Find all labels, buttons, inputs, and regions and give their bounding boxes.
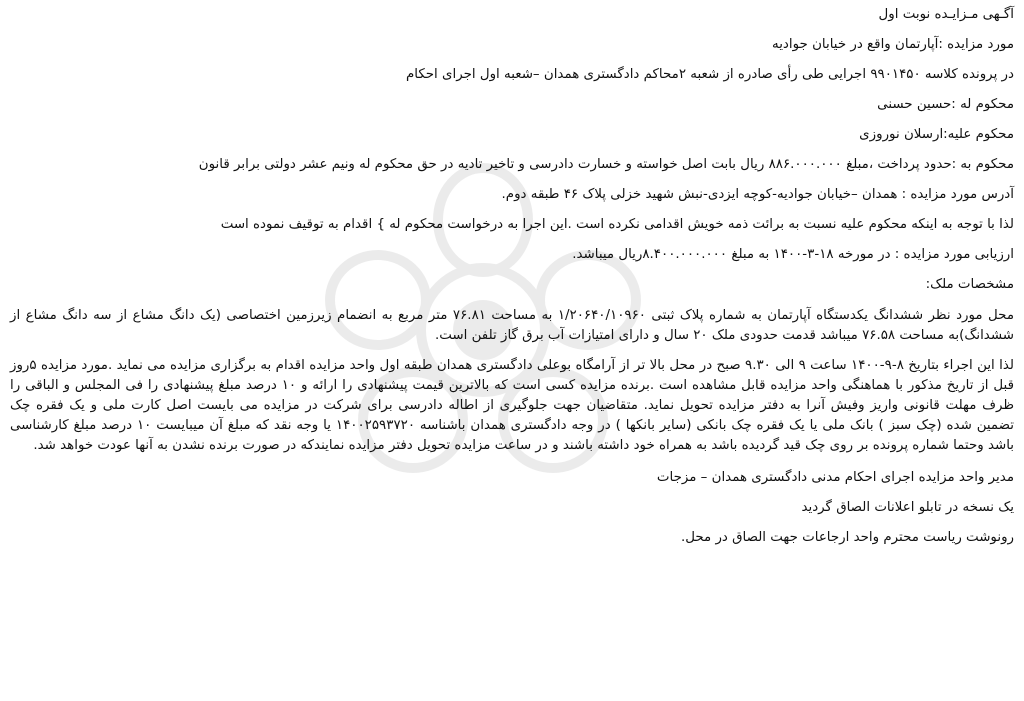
judgment-debtor: محکوم علیه:ارسلان نوروزی	[859, 127, 1014, 142]
seizure-statement: لذا با توجه به اینکه محکوم علیه نسبت به برائت ذمه خویش اقدامی نکرده است .این اجرا به درخواست محکوم له } اقدام به توقیف نموده است	[220, 217, 1014, 232]
posting-note: یک نسخه در تابلو اعلانات الصاق گردید	[801, 500, 1014, 515]
judgment-creditor: محکوم له :حسین حسنی	[877, 97, 1014, 112]
auction-subject: مورد مزایده :آپارتمان واقع در خیابان جوادیه	[772, 37, 1014, 52]
judgment-amount: محکوم به :حدود پرداخت ،مبلغ ۸۸۶.۰۰۰.۰۰۰ ریال بابت اصل خواسته و خسارت دادرسی و تاخیر تادیه در حق محکوم له ونیم عشر دولتی برابر قانون	[198, 157, 1014, 172]
notice-title: آگـهی مـزایـده نوبت اول	[878, 7, 1014, 22]
auction-terms: لذا این اجراء بتاریخ ۸-۹-۱۴۰۰ ساعت ۹ الی ۹.۳۰ صبح در محل بالا تر از آرامگاه بوعلی دادگستری همدان طبقه اول واحد مزایده اقدام به برگزاری مزایده می نماید .مورد مزایده ۵روز قبل از تاریخ مذکور با هماهنگی واحد مزایده قابل مشاهده است .برنده مزایده کسی است که بالاترین قیمت پیشنهادی را ارائه و ۱۰ درصد مبلغ پیشنهادی را فی المجلس و الباقی را ظرف مهلت قانونی واریز وفیش آنرا به دفتر مزایده تحویل نماید. متقاضیان جهت جلوگیری از اطاله دادرسی برای شرکت در مزایده می بایست اصل کارت ملی و یک فقره چک تضمین شده (چک سبز ) بانک ملی یا یک فقره چک بانکی (سایر بانکها ) در وجه دادگستری همدان باشناسه ۱۴۰۰۲۵۹۳۷۲۰ یا وجه نقد که مبلغ آن میبایست ۱۰ درصد مبلغ کارشناسی باشد وحتما شماره پرونده بر روی چک قید گردیده باشد به همراه خود داشته باشند و در ساعت مزایده تحویل دفتر مزایده نمایندکه در صورت برنده نشدن به آنها عودت خواهد شد.	[10, 358, 1015, 453]
valuation: ارزیابی مورد مزایده : در مورخه ۱۸-۳-۱۴۰۰ به مبلغ ۸.۴۰۰.۰۰۰.۰۰۰ریال میباشد.	[572, 247, 1014, 262]
property-specs-heading: مشخصات ملک:	[925, 277, 1014, 292]
property-description: محل مورد نظر ششدانگ یکدستگاه آپارتمان به شماره پلاک ثبتی ۱/۲۰۶۴۰/۱۰۹۶۰ به مساحت ۷۶.۸۱ متر مربع به انضمام زیرزمین اختصاصی (یک دانگ مشاع از سه دانگ مشاع از ششدانگ)به مساحت ۷۶.۵۸ میباشد قدمت حدودی ملک ۲۰ سال و دارای امتیازات آب برق گاز تلفن است.	[10, 308, 1014, 343]
case-info: در پرونده کلاسه ۹۹۰۱۴۵۰ اجرایی طی رأی صادره از شعبه ۲محاکم دادگستری همدان –شعبه اول اجرای احکام	[405, 67, 1014, 82]
signature-line: مدیر واحد مزایده اجرای احکام مدنی دادگستری همدان – مزجات	[656, 470, 1014, 485]
copy-note: رونوشت ریاست محترم واحد ارجاعات جهت الصاق در محل.	[680, 530, 1014, 545]
property-address: آدرس مورد مزایده : همدان –خیابان جوادیه-کوچه ایزدی-نبش شهید خزلی پلاک ۴۶ طبقه دوم.	[501, 187, 1014, 202]
